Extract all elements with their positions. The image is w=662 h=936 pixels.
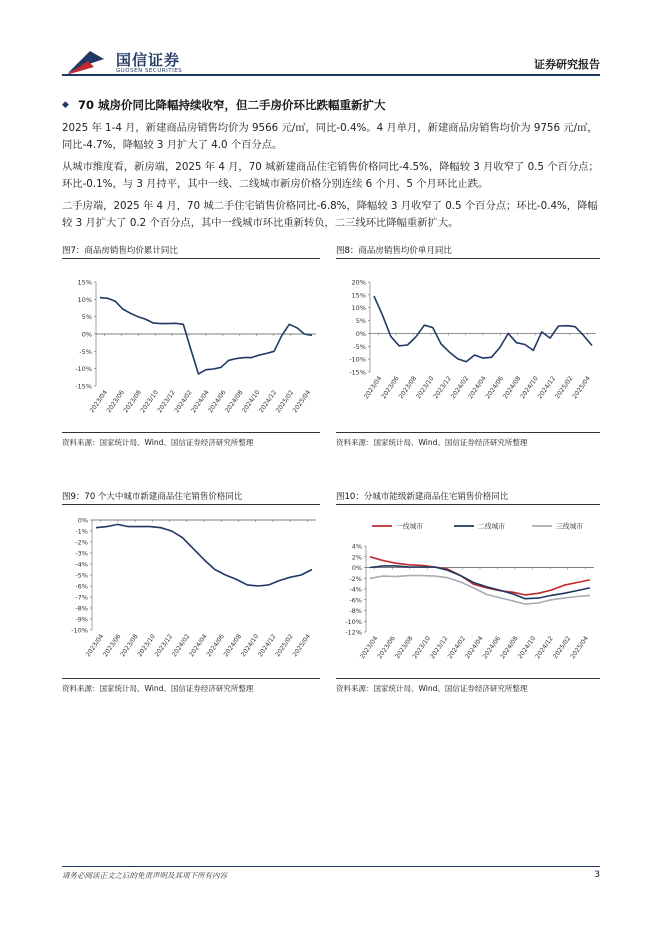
y-tick-label: -4% (75, 560, 88, 569)
x-tick-label: 2025/04 (569, 635, 590, 661)
figure-7-top-rule (62, 258, 320, 259)
figure-10-chart (336, 506, 600, 676)
y-tick-label: -8% (75, 604, 88, 613)
figure-10-top-rule (336, 504, 600, 505)
x-tick-label: 2025/02 (274, 633, 295, 659)
x-tick-label: 2024/06 (484, 375, 506, 401)
x-tick-label: 2023/12 (432, 375, 453, 401)
x-tick-label: 2023/12 (153, 633, 175, 659)
legend-label: 三线城市 (556, 522, 584, 531)
series-line (370, 576, 590, 605)
y-tick-label: 0% (355, 329, 366, 338)
y-tick-label: 5% (355, 317, 366, 326)
section-title: 70 城房价同比降幅持续收窄，但二手房价环比跌幅重新扩大 (78, 98, 386, 112)
y-tick-label: 0% (77, 516, 88, 525)
x-tick-label: 2023/04 (84, 633, 106, 659)
x-tick-label: 2025/02 (551, 635, 573, 661)
y-tick-label: -2% (349, 574, 362, 583)
x-tick-label: 2025/04 (291, 389, 313, 415)
x-tick-label: 2024/06 (481, 635, 503, 661)
y-tick-label: -12% (345, 628, 362, 637)
y-tick-label: -15% (75, 382, 92, 391)
y-tick-label: 0% (351, 564, 362, 572)
paragraph-2: 从城市维度看，新房端，2025 年 4 月，70 城新建商品住宅销售价格同比-4.5%，降幅较 3 月收窄了 0.5 个百分点；环比-0.1%，与 3 月持平，其中一线、二线城市新房价格分别连续 6 个月、5 个月环比止跌。 (62, 161, 599, 190)
y-tick-label: 15% (77, 278, 92, 287)
series-line (370, 566, 590, 599)
x-tick-label: 2023/10 (139, 389, 160, 415)
figure-7-source: 资料来源：国家统计局、Wind、国信证券经济研究所整理 (62, 438, 254, 447)
x-tick-label: 2024/04 (467, 375, 488, 401)
x-tick-label: 2023/10 (411, 635, 433, 661)
x-tick-label: 2023/08 (393, 635, 415, 661)
figure-9-title: 图9：70 个大中城市新建商品住宅销售价格同比 (62, 492, 243, 502)
figure-9-chart (62, 506, 320, 676)
y-tick-label: 20% (351, 278, 366, 287)
x-tick-label: 2023/08 (397, 375, 419, 401)
x-tick-label: 2023/10 (136, 633, 157, 659)
y-tick-label: -9% (75, 615, 88, 624)
y-tick-label: -5% (79, 347, 92, 356)
x-tick-label: 2023/10 (414, 375, 436, 401)
x-tick-label: 2023/04 (358, 635, 380, 661)
x-tick-label: 2025/04 (291, 633, 313, 659)
x-tick-label: 2023/08 (119, 633, 140, 659)
y-tick-label: 15% (351, 291, 366, 300)
x-tick-label: 2024/08 (499, 635, 520, 661)
x-tick-label: 2024/06 (205, 633, 226, 659)
paragraph-3: 二手房端，2025 年 4 月，70 城二手住宅销售价格同比-6.8%，降幅较 3 月收窄了 0.5 个百分点；环比-0.4%，降幅较 3 月扩大了 0.2 个百分点，其中一线城市环比重新转负，二三线环比降幅重新扩大。 (62, 200, 598, 229)
figure-9-source: 资料来源：国家统计局、Wind、国信证券经济研究所整理 (62, 684, 254, 693)
footer-divider (62, 866, 600, 867)
x-tick-label: 2024/10 (516, 635, 538, 661)
report-type: 证券研究报告 (534, 58, 600, 71)
y-tick-label: 5% (81, 313, 92, 322)
x-tick-label: 2024/12 (257, 389, 279, 415)
figure-9-top-rule (62, 504, 320, 505)
x-tick-label: 2024/08 (223, 389, 245, 415)
figure-8-top-rule (336, 258, 600, 259)
y-tick-label: -8% (349, 607, 362, 615)
x-tick-label: 2023/04 (88, 389, 110, 415)
figure-8-source: 资料来源：国家统计局、Wind、国信证券经济研究所整理 (336, 438, 528, 447)
footer-disclaimer: 请务必阅读正文之后的免责声明及其项下所有内容 (62, 871, 227, 880)
x-tick-label: 2023/06 (105, 389, 127, 415)
y-tick-label: -10% (71, 626, 88, 635)
x-tick-label: 2024/04 (188, 633, 209, 659)
y-tick-label: -10% (345, 617, 362, 626)
x-tick-label: 2024/10 (519, 375, 540, 401)
x-tick-label: 2023/12 (429, 635, 450, 661)
x-tick-label: 2025/02 (554, 375, 575, 401)
y-tick-label: -5% (353, 342, 366, 351)
x-tick-label: 2024/02 (173, 389, 194, 415)
y-tick-label: -4% (349, 585, 362, 594)
y-tick-label: -3% (75, 549, 88, 558)
figure-10-bottom-rule (336, 678, 600, 679)
y-tick-label: -10% (349, 355, 366, 364)
y-tick-label: 4% (351, 542, 362, 551)
x-tick-label: 2024/06 (207, 389, 228, 415)
y-tick-label: -15% (349, 368, 366, 377)
figure-10-title: 图10：分城市能级新建商品住宅销售价格同比 (336, 492, 509, 502)
x-tick-label: 2024/12 (534, 635, 555, 661)
brand-name-en: GUOSEN SECURITIES (116, 68, 183, 74)
legend-label: 一线城市 (396, 522, 424, 531)
figure-7-bottom-rule (62, 432, 320, 433)
x-tick-label: 2024/02 (449, 375, 471, 401)
x-tick-label: 2024/10 (240, 389, 262, 415)
y-tick-label: 10% (351, 304, 366, 313)
guosen-logo-icon (64, 47, 108, 77)
y-tick-label: 10% (77, 295, 92, 304)
x-tick-label: 2024/12 (257, 633, 278, 659)
figure-7-chart (62, 260, 320, 430)
y-tick-label: -2% (75, 538, 88, 547)
figure-7-title: 图7：商品房销售均价累计同比 (62, 246, 178, 256)
y-tick-label: -10% (75, 365, 92, 374)
figure-10-source: 资料来源：国家统计局、Wind、国信证券经济研究所整理 (336, 684, 528, 693)
x-tick-label: 2023/04 (362, 375, 384, 401)
bullet-diamond-icon: ◆ (62, 100, 69, 110)
y-tick-label: -1% (75, 527, 88, 536)
figure-8-chart (336, 260, 600, 430)
y-tick-label: -7% (75, 593, 88, 602)
x-tick-label: 2024/04 (464, 635, 485, 661)
figure-8-bottom-rule (336, 432, 600, 433)
x-tick-label: 2024/04 (190, 389, 211, 415)
x-tick-label: 2024/08 (222, 633, 244, 659)
page-number: 3 (594, 870, 600, 880)
x-tick-label: 2025/04 (571, 375, 592, 401)
x-tick-label: 2024/08 (501, 375, 523, 401)
y-tick-label: -5% (75, 571, 88, 580)
series-line (96, 524, 312, 586)
figure-9-bottom-rule (62, 678, 320, 679)
x-tick-label: 2024/10 (239, 633, 261, 659)
x-tick-label: 2023/06 (101, 633, 123, 659)
y-tick-label: -6% (75, 582, 88, 591)
x-tick-label: 2023/06 (380, 375, 401, 401)
x-tick-label: 2023/12 (156, 389, 177, 415)
paragraph-1: 2025 年 1-4 月，新建商品房销售均价为 9566 元/㎡，同比-0.4%。4 月单月，新建商品房销售均价为 9756 元/㎡，同比-4.7%，降幅较 3 月扩大了 4.0 个百分点。 (62, 122, 598, 151)
x-tick-label: 2023/06 (376, 635, 397, 661)
brand-logo (64, 47, 108, 77)
x-tick-label: 2023/08 (122, 389, 143, 415)
series-line (374, 296, 592, 362)
y-tick-label: -6% (349, 596, 362, 605)
y-tick-label: 0% (81, 330, 92, 339)
header-divider (62, 74, 600, 76)
x-tick-label: 2024/02 (170, 633, 192, 659)
x-tick-label: 2024/12 (536, 375, 558, 401)
x-tick-label: 2024/02 (446, 635, 468, 661)
legend-label: 二线城市 (478, 522, 506, 531)
x-tick-label: 2025/02 (274, 389, 296, 415)
y-tick-label: 2% (351, 553, 362, 562)
figure-8-title: 图8：商品房销售均价单月同比 (336, 246, 452, 256)
brand-name-cn: 国信证券 (116, 51, 181, 69)
